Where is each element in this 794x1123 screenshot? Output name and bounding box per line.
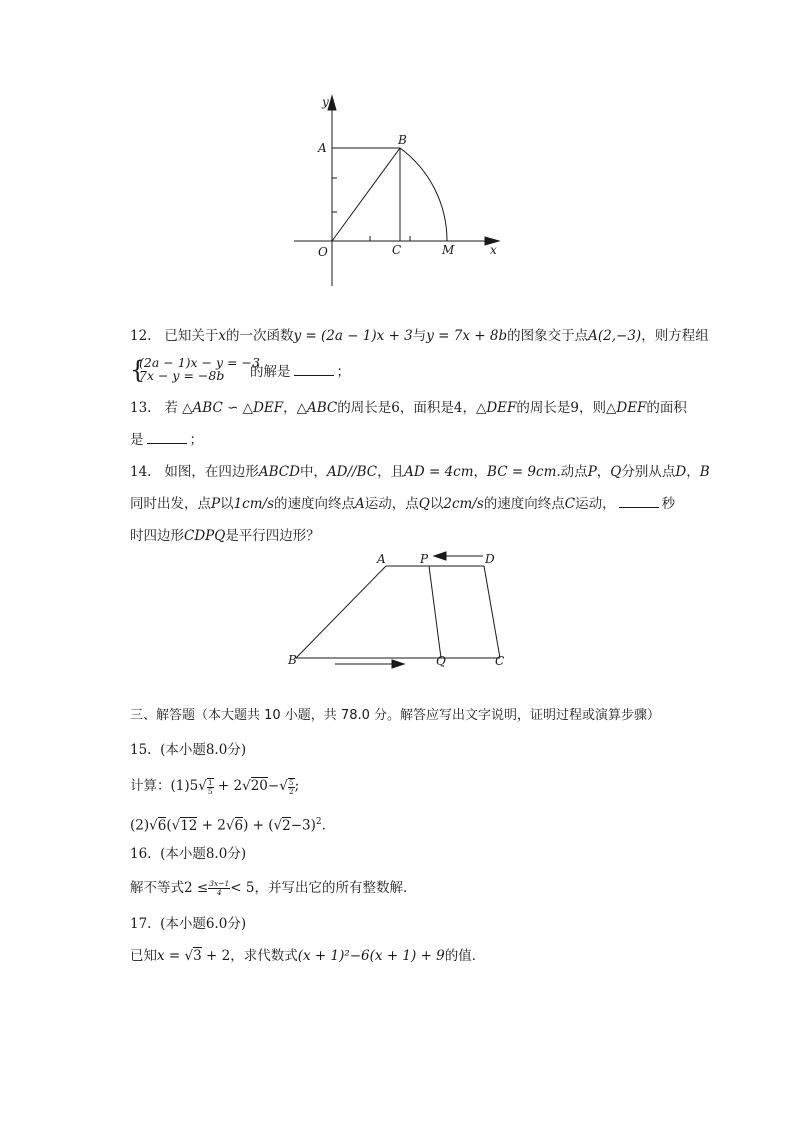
label-c: C xyxy=(495,654,505,668)
question-17-body: 已知x = √3 + 2，求代数式(x + 1)²−6(x + 1) + 9的值． xyxy=(130,948,486,964)
segment-ab xyxy=(296,566,386,658)
segment-ob xyxy=(332,148,400,241)
label-m: M xyxy=(442,243,455,257)
question-12: 12. 已知关于x的一次函数y = (2a − 1)x + 3与y = 7x + 8b的图象交于点A(2,−3)，则方程组 xyxy=(130,328,709,344)
question-17-header: 17. (本小题6.0分) xyxy=(130,916,247,932)
equation-2: 7x − y = −8b xyxy=(139,368,225,383)
question-13-cont: 是 ； xyxy=(130,432,203,448)
y-axis-arrow xyxy=(328,96,336,110)
answer-blank-12[interactable] xyxy=(294,363,334,376)
segment-dc xyxy=(484,566,500,658)
answer-blank-14[interactable] xyxy=(619,495,659,508)
label-a: A xyxy=(318,141,327,155)
arrow-q-head xyxy=(392,660,404,668)
label-y: y xyxy=(322,95,329,109)
figure-trapezoid xyxy=(280,548,520,673)
arc-bm xyxy=(400,148,447,241)
question-14: 14. 如图，在四边形ABCD中，AD//BC，且AD = 4cm，BC = 9cm.动点P，Q分别从点D，B xyxy=(130,464,710,480)
question-15-part1: 计算：(1)5√ $\frac{1}{5}$ + 2√20−√ $\frac{5}{2}$ ; xyxy=(130,777,300,796)
label-d: D xyxy=(485,552,495,566)
label-c: C xyxy=(392,243,402,257)
question-16-header: 16. (本小题8.0分) xyxy=(130,846,247,862)
label-b: B xyxy=(398,133,407,147)
question-14-line2: 同时出发，点P以1cm/s的速度向终点A运动，点Q以2cm/s的速度向终点C运动， 秒 xyxy=(130,496,676,512)
figure-coordinate-quarter-circle xyxy=(290,90,510,290)
label-a: A xyxy=(377,552,386,566)
equation-system: { (2a − 1)x − y = −3 7x − y = −8b xyxy=(130,355,260,384)
question-16-body: 解不等式2 ≤ $\frac{3x-1}{4}$ < 5，并写出它的所有整数解． xyxy=(130,879,417,897)
label-x: x xyxy=(490,243,497,257)
label-o: O xyxy=(318,245,328,259)
question-12-answer: 的解是 ； xyxy=(250,364,350,380)
segment-pq xyxy=(429,566,441,658)
label-b: B xyxy=(288,653,297,667)
answer-blank-13[interactable] xyxy=(147,431,187,444)
arrow-p-head xyxy=(434,552,446,560)
question-15-part2: $(2)√6(√12 + 2√6) + (√2-3)^2$. xyxy=(130,817,326,834)
question-14-line3: 时四边形CDPQ是平行四边形？ xyxy=(130,528,320,544)
question-15-header: 15. (本小题8.0分) xyxy=(130,742,247,758)
question-13: 13. 若 △ABC ∽ △DEF，△ABC的周长是6，面积是4，△DEF的周长是9，则△DEF的面积 xyxy=(130,400,687,416)
label-q: Q xyxy=(436,654,446,668)
equation-1: (2a − 1)x − y = −3 xyxy=(139,355,260,370)
label-p: P xyxy=(420,552,429,566)
section-3-heading: 三、解答题（本大题共 10 小题，共 78.0 分。解答应写出文字说明，证明过程或演算步骤） xyxy=(130,708,661,723)
